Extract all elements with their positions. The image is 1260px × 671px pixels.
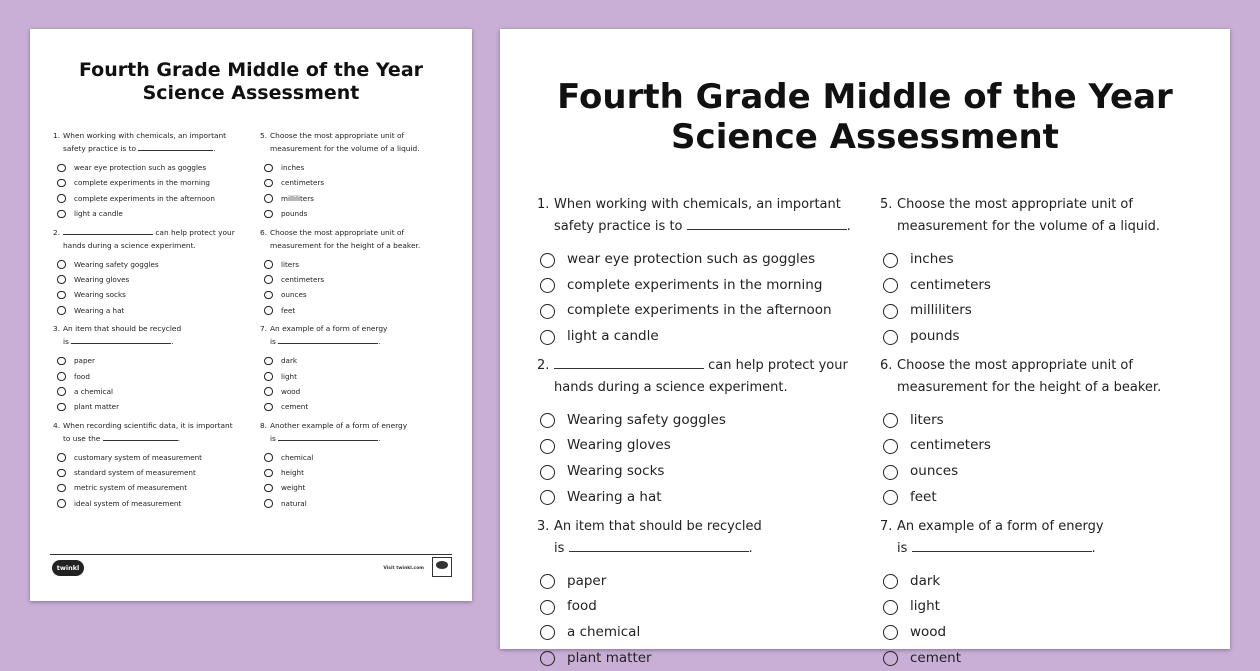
question-number: 6. [260,226,270,239]
answer-option-label: Wearing a hat [567,489,662,505]
answer-option-label: feet [910,489,937,505]
question-text-part: An item that should be recycled [63,324,181,333]
question-text-part: When recording scientific data, it is important [63,421,233,430]
answer-option[interactable] [540,569,857,595]
worksheet-title: Fourth Grade Middle of the Year Science Assessment [30,59,472,105]
radio-circle-icon[interactable] [883,278,898,293]
answer-option[interactable] [264,465,450,480]
question-text-line2 [260,335,450,348]
question-7 [260,322,450,415]
answer-options [57,257,243,319]
answer-blank[interactable] [569,551,749,552]
radio-circle-icon[interactable] [883,600,898,615]
answer-option[interactable] [540,485,857,511]
answer-blank[interactable] [554,368,704,369]
question-number: 7. [880,516,897,538]
answer-option[interactable] [883,408,1200,434]
question-text [537,194,857,216]
radio-circle-icon[interactable] [883,651,898,666]
radio-circle-icon[interactable] [540,278,555,293]
question-text-part: is [63,337,69,346]
question-text-part: An example of a form of energy [270,324,387,333]
radio-circle-icon[interactable] [883,439,898,454]
radio-circle-icon[interactable] [264,453,273,462]
answer-option[interactable] [540,646,857,671]
question-text-part: . [171,337,173,346]
radio-circle-icon[interactable] [57,372,66,381]
answer-option-label: Wearing gloves [74,275,129,284]
answer-option[interactable] [57,496,243,511]
question-text [53,419,243,432]
question-text [880,516,1200,538]
question-number: 5. [260,129,270,142]
answer-option[interactable] [264,272,450,287]
question-text-line2 [537,216,857,238]
answer-option[interactable] [540,594,857,620]
answer-option-label: customary system of measurement [74,453,202,462]
radio-circle-icon[interactable] [540,574,555,589]
question-text-part: is [270,337,276,346]
answer-option-label: light a candle [74,209,123,218]
radio-circle-icon[interactable] [57,291,66,300]
question-text-line2 [880,377,1200,399]
question-text-part: When working with chemicals, an important [554,197,841,212]
answer-option-label: Wearing socks [567,463,664,479]
answer-options [540,569,857,671]
question-text-line2 [880,538,1200,560]
answer-option[interactable] [883,459,1200,485]
answer-option-label: plant matter [567,650,652,666]
twinkl-logo: twinkl [52,560,84,576]
radio-circle-icon[interactable] [883,465,898,480]
answer-option-label: food [567,598,597,614]
answer-options [264,160,450,222]
question-text-part: . [178,434,180,443]
answer-option[interactable] [57,287,243,302]
question-text [880,355,1200,377]
question-2 [537,355,857,511]
answer-option[interactable] [540,620,857,646]
answer-option-label: wear eye protection such as goggles [74,163,206,172]
answer-option[interactable] [57,465,243,480]
answer-option[interactable] [264,384,450,399]
radio-circle-icon[interactable] [57,499,66,508]
question-text-line2 [260,142,450,155]
answer-option[interactable] [540,408,857,434]
answer-option-label: wear eye protection such as goggles [567,251,815,267]
question-text-part: is [270,434,276,443]
question-text [537,355,857,377]
question-text-part: Choose the most appropriate unit of [897,358,1133,373]
question-text-part: safety practice is to [554,219,683,234]
answer-option-label: standard system of measurement [74,468,196,477]
radio-circle-icon[interactable] [264,372,273,381]
question-7 [880,516,1200,671]
radio-circle-icon[interactable] [264,260,273,269]
answer-option-label: inches [910,251,954,267]
answer-blank[interactable] [63,234,153,235]
question-number: 2. [537,355,554,377]
answer-option-label: Wearing safety goggles [567,412,726,428]
answer-option[interactable] [883,594,1200,620]
question-3 [537,516,857,671]
question-text-part: is [554,541,564,556]
question-text-part: An item that should be recycled [554,519,762,534]
answer-blank[interactable] [71,343,171,344]
question-4 [53,419,243,512]
question-5 [880,194,1200,350]
answer-options [883,569,1200,671]
answer-option-label: wood [910,624,946,640]
answer-option-label: cement [910,650,961,666]
question-text [53,322,243,335]
question-text-part: is [897,541,907,556]
radio-circle-icon[interactable] [883,574,898,589]
answer-option[interactable] [540,298,857,324]
question-text-part: . [847,219,851,234]
question-text-part: hands during a science experiment. [63,241,196,250]
answer-option-label: cement [281,402,308,411]
answer-option-label: weight [281,483,305,492]
answer-blank[interactable] [278,440,378,441]
question-number: 3. [53,322,63,335]
question-1 [53,129,243,222]
answer-option-label: Wearing socks [74,290,126,299]
answer-option[interactable] [540,273,857,299]
radio-circle-icon[interactable] [264,179,273,188]
answer-option-label: light [281,372,297,381]
answer-option-label: complete experiments in the afternoon [567,302,832,318]
question-text [537,516,857,538]
radio-circle-icon[interactable] [264,306,273,315]
question-text-line2 [880,216,1200,238]
question-column-left [53,129,243,511]
answer-option-label: centimeters [910,277,991,293]
radio-circle-icon[interactable] [57,179,66,188]
answer-option[interactable] [57,384,243,399]
question-text-part: . [378,337,380,346]
answer-option-label: inches [281,163,304,172]
question-column-right-large [880,194,1200,671]
answer-option-label: natural [281,499,307,508]
answer-option[interactable] [57,353,243,368]
answer-option-label: chemical [281,453,313,462]
answer-option[interactable] [264,257,450,272]
answer-option[interactable] [57,450,243,465]
answer-option-label: complete experiments in the morning [74,178,210,187]
answer-option[interactable] [264,206,450,221]
answer-option[interactable] [540,459,857,485]
radio-circle-icon[interactable] [883,413,898,428]
radio-circle-icon[interactable] [540,439,555,454]
badge-icon [432,557,452,577]
worksheet-thumbnail [30,29,472,601]
answer-option[interactable] [883,620,1200,646]
radio-circle-icon[interactable] [264,484,273,493]
question-1 [537,194,857,350]
answer-option-label: paper [74,356,95,365]
answer-option-label: ideal system of measurement [74,499,181,508]
radio-circle-icon[interactable] [883,490,898,505]
radio-circle-icon[interactable] [883,304,898,319]
question-text-part: . [378,434,380,443]
question-text-part: measurement for the volume of a liquid. [897,219,1160,234]
answer-option[interactable] [264,353,450,368]
answer-option[interactable] [57,480,243,495]
question-text-line2 [53,335,243,348]
radio-circle-icon[interactable] [540,304,555,319]
question-column-left-large [537,194,857,671]
radio-circle-icon[interactable] [57,164,66,173]
radio-circle-icon[interactable] [540,600,555,615]
radio-circle-icon[interactable] [57,469,66,478]
question-number: 8. [260,419,270,432]
radio-circle-icon[interactable] [264,291,273,300]
question-text-line2 [537,377,857,399]
answer-option[interactable] [57,257,243,272]
answer-option[interactable] [540,324,857,350]
question-text-part: can help protect your [155,228,234,237]
answer-blank[interactable] [103,440,178,441]
answer-option-label: liters [281,260,299,269]
answer-option[interactable] [264,175,450,190]
answer-options [540,408,857,511]
radio-circle-icon[interactable] [264,164,273,173]
question-text-part: Choose the most appropriate unit of [270,131,404,140]
question-3 [53,322,243,415]
answer-option[interactable] [264,287,450,302]
radio-circle-icon[interactable] [540,413,555,428]
question-text-part: hands during a science experiment. [554,380,788,395]
answer-option[interactable] [540,247,857,273]
answer-option[interactable] [883,324,1200,350]
answer-option[interactable] [264,160,450,175]
answer-option-label: feet [281,306,295,315]
question-text [260,419,450,432]
answer-option[interactable] [264,369,450,384]
answer-option-label: centimeters [281,178,324,187]
question-number: 6. [880,355,897,377]
question-number: 3. [537,516,554,538]
radio-circle-icon[interactable] [540,465,555,480]
answer-options [883,408,1200,511]
answer-option-label: Wearing a hat [74,306,124,315]
radio-circle-icon[interactable] [57,275,66,284]
answer-option-label: light a candle [567,328,659,344]
radio-circle-icon[interactable] [264,275,273,284]
answer-blank[interactable] [912,551,1092,552]
answer-option-label: centimeters [281,275,324,284]
answer-options [264,450,450,512]
question-column-right [260,129,450,511]
radio-circle-icon[interactable] [540,651,555,666]
question-text-part: measurement for the height of a beaker. [270,241,420,250]
answer-option[interactable] [264,496,450,511]
answer-option[interactable] [264,480,450,495]
radio-circle-icon[interactable] [264,387,273,396]
answer-option-label: height [281,468,304,477]
answer-option-label: milliliters [910,302,972,318]
answer-option-label: ounces [910,463,958,479]
question-number: 4. [53,419,63,432]
radio-circle-icon[interactable] [540,625,555,640]
radio-circle-icon[interactable] [264,403,273,412]
answer-option-label: centimeters [910,437,991,453]
worksheet-zoomed [500,29,1230,649]
answer-option-label: liters [910,412,944,428]
radio-circle-icon[interactable] [57,357,66,366]
question-text-part: measurement for the height of a beaker. [897,380,1161,395]
answer-option[interactable] [57,399,243,414]
answer-option[interactable] [57,175,243,190]
radio-circle-icon[interactable] [57,453,66,462]
answer-option[interactable] [883,646,1200,671]
question-text-line2 [537,538,857,560]
answer-option[interactable] [57,160,243,175]
question-text-line2 [53,239,243,252]
radio-circle-icon[interactable] [264,357,273,366]
answer-options [540,247,857,350]
question-text-part: Choose the most appropriate unit of [897,197,1133,212]
worksheet-footer [50,554,452,581]
question-text-part: An example of a form of energy [897,519,1104,534]
answer-option-label: ounces [281,290,307,299]
answer-option-label: complete experiments in the afternoon [74,194,215,203]
answer-option[interactable] [57,369,243,384]
radio-circle-icon[interactable] [264,210,273,219]
question-text [260,226,450,239]
radio-circle-icon[interactable] [57,260,66,269]
answer-options [57,353,243,415]
question-2 [53,226,243,319]
radio-circle-icon[interactable] [57,403,66,412]
question-5 [260,129,450,222]
answer-option[interactable] [883,247,1200,273]
radio-circle-icon[interactable] [883,253,898,268]
answer-option-label: milliliters [281,194,314,203]
answer-option-label: pounds [281,209,307,218]
radio-circle-icon[interactable] [57,194,66,203]
answer-option[interactable] [883,433,1200,459]
question-number: 1. [537,194,554,216]
question-text-part: . [213,144,215,153]
answer-options [883,247,1200,350]
answer-option-label: a chemical [567,624,640,640]
answer-option-label: food [74,372,90,381]
answer-blank[interactable] [138,150,213,151]
radio-circle-icon[interactable] [264,194,273,203]
answer-option[interactable] [883,298,1200,324]
question-number: 5. [880,194,897,216]
answer-option[interactable] [57,206,243,221]
answer-option[interactable] [57,191,243,206]
question-text-part: Choose the most appropriate unit of [270,228,404,237]
radio-circle-icon[interactable] [264,469,273,478]
answer-option-label: paper [567,573,606,589]
answer-option[interactable] [883,273,1200,299]
question-number: 1. [53,129,63,142]
question-text-line2 [53,142,243,155]
answer-option-label: dark [281,356,297,365]
answer-option[interactable] [264,303,450,318]
question-text [260,322,450,335]
radio-circle-icon[interactable] [540,330,555,345]
answer-option-label: plant matter [74,402,119,411]
answer-option-label: dark [910,573,940,589]
answer-options [57,160,243,222]
radio-circle-icon[interactable] [57,484,66,493]
answer-option-label: complete experiments in the morning [567,277,822,293]
question-6 [880,355,1200,511]
footer-site-text: Visit twinkl.com [383,566,424,571]
answer-option[interactable] [264,450,450,465]
radio-circle-icon[interactable] [264,499,273,508]
answer-blank[interactable] [687,229,847,230]
question-text-part: measurement for the volume of a liquid. [270,144,420,153]
question-text-part: to use the [63,434,100,443]
question-text [53,129,243,142]
question-text-part: safety practice is to [63,144,136,153]
answer-option-label: metric system of measurement [74,483,187,492]
answer-option[interactable] [264,399,450,414]
answer-option[interactable] [264,191,450,206]
radio-circle-icon[interactable] [540,253,555,268]
answer-option[interactable] [883,569,1200,595]
question-number: 7. [260,322,270,335]
question-text [880,194,1200,216]
answer-option[interactable] [57,272,243,287]
answer-options [264,353,450,415]
worksheet-title-large: Fourth Grade Middle of the Year Science Assessment [500,77,1230,157]
question-6 [260,226,450,319]
answer-option[interactable] [883,485,1200,511]
question-text-line2 [260,239,450,252]
answer-option-label: wood [281,387,300,396]
answer-option-label: pounds [910,328,960,344]
answer-options [264,257,450,319]
question-text-part: . [1092,541,1096,556]
question-text-line2 [260,432,450,445]
answer-options [57,450,243,512]
radio-circle-icon[interactable] [57,306,66,315]
question-text-part: Another example of a form of energy [270,421,407,430]
answer-option[interactable] [540,433,857,459]
answer-option-label: Wearing safety goggles [74,260,159,269]
radio-circle-icon[interactable] [540,490,555,505]
question-text-part: When working with chemicals, an important [63,131,226,140]
answer-option-label: light [910,598,940,614]
answer-option-label: Wearing gloves [567,437,671,453]
question-8 [260,419,450,512]
question-text-part: . [749,541,753,556]
question-text [260,129,450,142]
question-number: 2. [53,226,63,239]
answer-option-label: a chemical [74,387,113,396]
radio-circle-icon[interactable] [57,210,66,219]
question-text-part: can help protect your [708,358,848,373]
answer-blank[interactable] [278,343,378,344]
answer-option[interactable] [57,303,243,318]
radio-circle-icon[interactable] [883,625,898,640]
question-text [53,226,243,239]
radio-circle-icon[interactable] [57,387,66,396]
radio-circle-icon[interactable] [883,330,898,345]
question-text-line2 [53,432,243,445]
